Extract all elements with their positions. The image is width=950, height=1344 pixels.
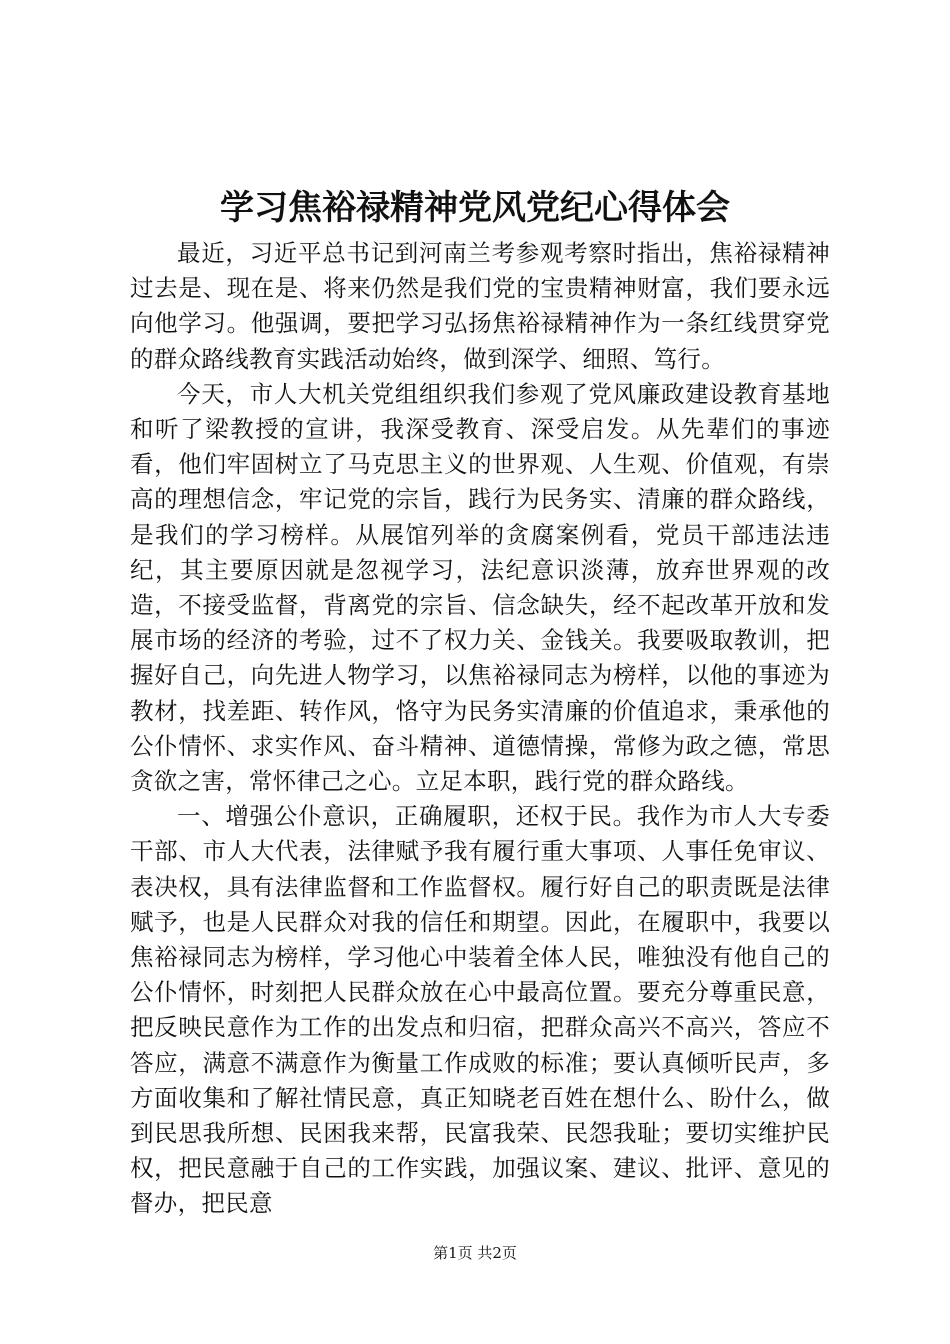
page-number-footer: 第1页 共2页 bbox=[433, 1244, 517, 1262]
paragraph-point-one: 一、增强公仆意识，正确履职，还权于民。我作为市人大专委干部、市人大代表，法律赋予我有履行重大事项、人事任免审议、表决权，具有法律监督和工作监督权。履行好自己的职责既是法律赋予，也是人民群众对我的信任和期望。因此，在履职中，我要以焦裕禄同志为榜样，学习他心中装着全体人民，唯独没有他自己的公仆情怀，时刻把人民群众放在心中最高位置。要充分尊重民意，把反映民意作为工作的出发点和归宿，把群众高兴不高兴，答应不答应，满意不满意作为衡量工作成败的标准；要认真倾听民声，多方面收集和了解社情民意，真正知晓老百姓在想什么、盼什么，做到民思我所想、民困我来帮，民富我荣、民怨我耻；要切实维护民权，把民意融于自己的工作实践，加强议案、建议、批评、意见的督办，把民意 bbox=[130, 802, 830, 1218]
paragraph-visit: 今天，市人大机关党组组织我们参观了党风廉政建设教育基地和听了梁教授的宣讲，我深受教育、深受启发。从先辈们的事迹看，他们牢固树立了马克思主义的世界观、人生观、价值观，有崇高的理想信念，牢记党的宗旨，践行为民务实、清廉的群众路线，是我们的学习榜样。从展馆列举的贪腐案例看，党员干部违法违纪，其主要原因就是忽视学习，法纪意识淡薄，放弃世界观的改造，不接受监督，背离党的宗旨、信念缺失，经不起改革开放和发展市场的经济的考验，过不了权力关、金钱关。我要吸取教训，把握好自己，向先进人物学习，以焦裕禄同志为榜样，以他的事迹为教材，找差距、转作风，恪守为民务实清廉的价值追求，秉承他的公仆情怀、求实作风、奋斗精神、道德情操，常修为政之德，常思贪欲之害，常怀律己之心。立足本职，践行党的群众路线。 bbox=[130, 379, 830, 796]
paragraph-intro: 最近，习近平总书记到河南兰考参观考察时指出，焦裕禄精神过去是、现在是、将来仍然是我们党的宝贵精神财富，我们要永远向他学习。他强调，要把学习弘扬焦裕禄精神作为一条红线贯穿党的群众路线教育实践活动始终，做到深学、细照、笃行。 bbox=[130, 239, 830, 373]
document-title: 学习焦裕禄精神党风党纪心得体会 bbox=[220, 188, 730, 228]
document-body bbox=[130, 236, 830, 1222]
